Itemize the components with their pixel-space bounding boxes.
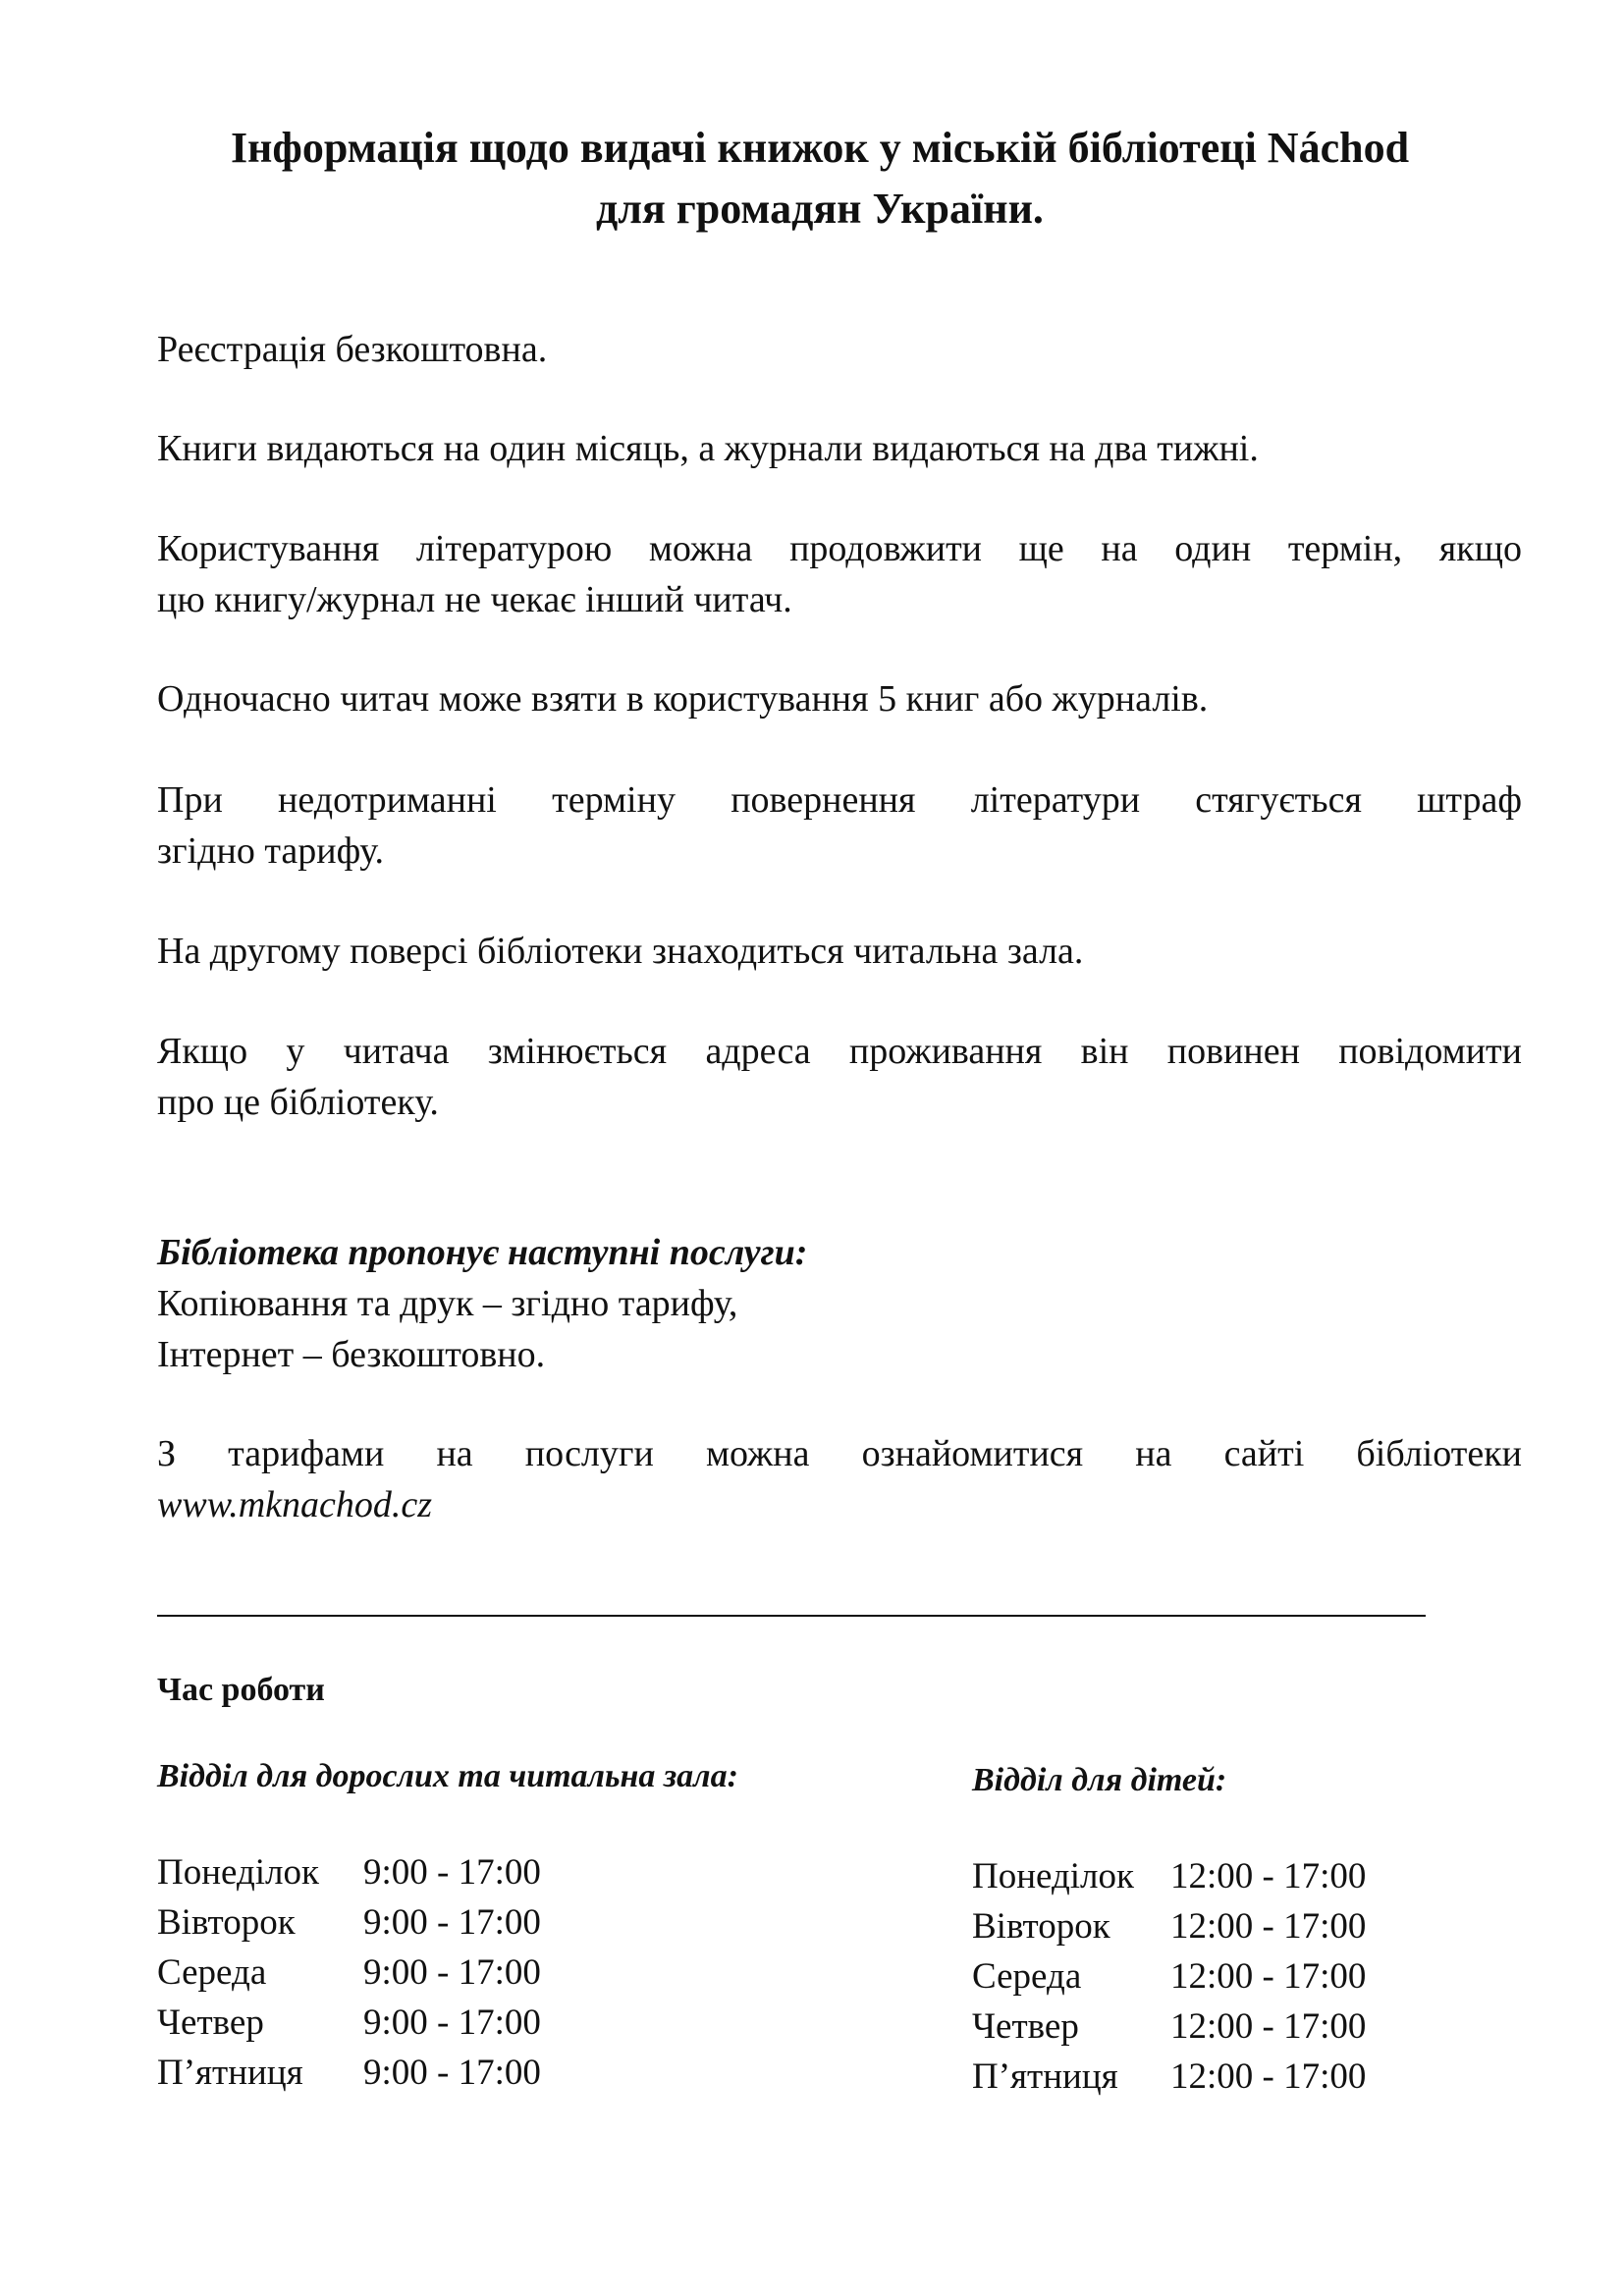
fine-line-2: згідно тарифу.	[157, 830, 384, 872]
schedule-hours: 9:00 - 17:00	[363, 2002, 541, 2043]
schedule-hours: 12:00 - 17:00	[1170, 2006, 1367, 2047]
reading-room-paragraph: На другому поверсі бібліотеки знаходиться читальна зала.	[157, 931, 1084, 972]
schedule-row	[157, 2048, 541, 2098]
schedule-day: П’ятниця	[972, 2056, 1118, 2097]
schedule-day: Вівторок	[972, 1906, 1110, 1947]
schedule-day: Понеділок	[972, 1856, 1135, 1896]
schedule-day: Середа	[972, 1956, 1082, 1997]
schedule-day: Четвер	[972, 2006, 1079, 2047]
schedule-row	[972, 2052, 1366, 2102]
adult-schedule	[157, 1847, 541, 2098]
address-paragraph	[157, 1026, 1522, 1128]
tariffs-line-1: З тарифами на послуги можна ознайомитися на сайті бібліотеки	[157, 1433, 1522, 1474]
services-heading: Бібліотека пропонує наступні послуги:	[157, 1232, 808, 1273]
children-schedule	[972, 1851, 1366, 2102]
schedule-hours: 12:00 - 17:00	[1170, 1956, 1367, 1997]
services-item-copying: Копіювання та друк – згідно тарифу,	[157, 1283, 738, 1324]
schedule-day: П’ятниця	[157, 2053, 303, 2093]
schedule-row	[157, 1847, 541, 1897]
children-department-title: Відділ для дітей:	[972, 1762, 1227, 1798]
schedule-row	[972, 2002, 1366, 2052]
horizontal-divider	[157, 1615, 1426, 1617]
extension-paragraph	[157, 523, 1522, 625]
schedule-hours: 12:00 - 17:00	[1170, 2056, 1367, 2097]
schedule-row	[972, 1851, 1366, 1901]
extension-line-2: цю книгу/журнал не чекає інший читач.	[157, 579, 792, 620]
fine-paragraph	[157, 774, 1522, 877]
extension-line-1: Користування літературою можна продовжити ще на один термін, якщо	[157, 528, 1522, 569]
title-line-1: Інформація щодо видачі книжок у міській бібліотеці Náchod	[230, 124, 1410, 172]
schedule-hours: 9:00 - 17:00	[363, 2053, 541, 2093]
address-line-2: про це бібліотеку.	[157, 1082, 439, 1123]
loan-period-paragraph: Книги видаються на один місяць, а журнали видаються на два тижні.	[157, 428, 1259, 469]
tariffs-paragraph	[157, 1428, 1522, 1530]
website-link[interactable]: www.mknachod.cz	[157, 1484, 433, 1525]
fine-line-1: При недотриманні терміну повернення літератури стягується штраф	[157, 779, 1522, 821]
address-line-1: Якщо у читача змінюється адреса проживання він повинен повідомити	[157, 1031, 1522, 1072]
services-section	[157, 1227, 1522, 1380]
schedule-hours: 9:00 - 17:00	[363, 1902, 541, 1943]
adult-department-title: Відділ для дорослих та читальна зала:	[157, 1758, 738, 1794]
schedule-day: Вівторок	[157, 1902, 296, 1943]
document-title	[137, 118, 1502, 240]
opening-hours-heading: Час роботи	[157, 1672, 325, 1708]
schedule-day: Середа	[157, 1952, 267, 1993]
schedule-hours: 12:00 - 17:00	[1170, 1856, 1367, 1896]
schedule-hours: 9:00 - 17:00	[363, 1852, 541, 1893]
schedule-row	[972, 1901, 1366, 1951]
schedule-hours: 12:00 - 17:00	[1170, 1906, 1367, 1947]
schedule-row	[157, 1998, 541, 2048]
schedule-row	[157, 1948, 541, 1998]
schedule-row	[157, 1897, 541, 1948]
schedule-row	[972, 1951, 1366, 2002]
services-item-internet: Інтернет – безкоштовно.	[157, 1334, 546, 1375]
registration-paragraph: Реєстрація безкоштовна.	[157, 329, 548, 370]
schedule-hours: 9:00 - 17:00	[363, 1952, 541, 1993]
schedule-day: Понеділок	[157, 1852, 320, 1893]
title-line-2: для громадян України.	[596, 185, 1044, 233]
schedule-day: Четвер	[157, 2002, 264, 2043]
limit-paragraph: Одночасно читач може взяти в користування 5 книг або журналів.	[157, 678, 1209, 720]
